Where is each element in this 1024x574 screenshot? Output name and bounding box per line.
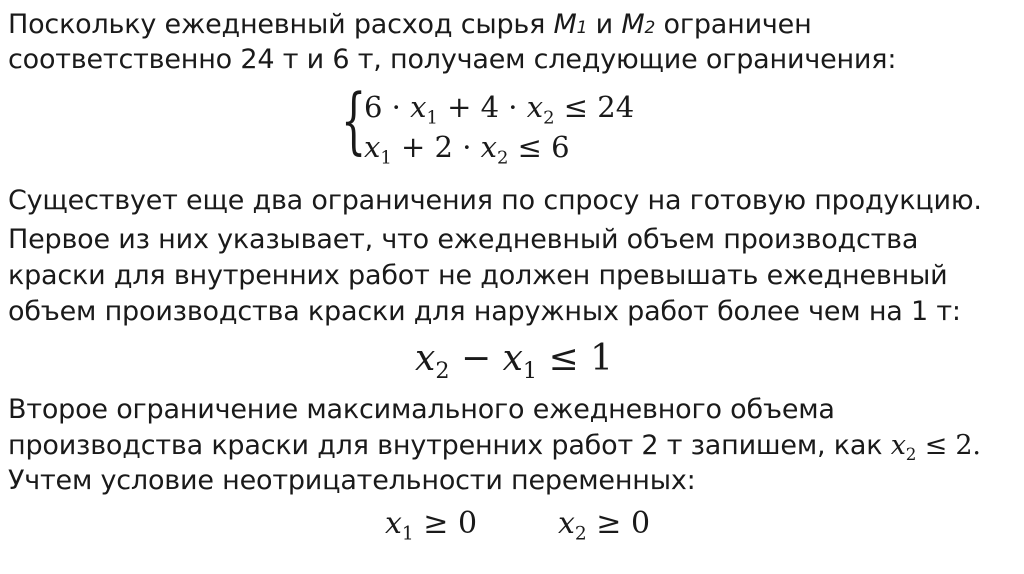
inequality-3: [415, 338, 613, 392]
nonnegativity-x1: [385, 506, 477, 553]
nonnegativity-x2: [558, 506, 650, 553]
math-text: ≤ 2.: [916, 430, 981, 461]
math-text: ≤ 6: [508, 130, 570, 164]
paragraph-2-line-2: Первое из них указывает, что ежедневный объем производства: [8, 224, 919, 255]
math-subscript: 2: [543, 107, 555, 129]
math-text: + 4 ·: [437, 90, 527, 124]
subscript: 1: [576, 18, 588, 38]
subscript: 2: [644, 18, 656, 38]
text-run: ограничен: [655, 9, 812, 40]
text-run: Поскольку ежедневный расход сырья: [8, 9, 554, 40]
math-subscript: 1: [401, 523, 414, 545]
math-text: ≤ 24: [554, 90, 635, 124]
system-brace: {: [341, 78, 367, 162]
math-text: + 2 ·: [391, 130, 481, 164]
math-subscript: 1: [522, 357, 538, 384]
math-variable: x: [890, 430, 906, 461]
math-subscript: 2: [497, 147, 509, 169]
math-variable: x: [410, 90, 427, 124]
paragraph-2-line-3: краски для внутренних работ не должен превышать ежедневный: [8, 260, 948, 291]
variable-m1: М: [553, 9, 577, 40]
math-subscript: 2: [435, 357, 450, 384]
math-text: ≥ 0: [413, 506, 478, 541]
paragraph-3-line-1: Второе ограничение максимального ежедневного объема: [8, 394, 835, 425]
variable-m2: М: [621, 9, 645, 40]
text-run: производства краски для внутренних работ 2 т запишем, как: [8, 430, 891, 461]
math-variable: x: [385, 506, 402, 541]
math-subscript: 1: [380, 147, 392, 169]
math-variable: x: [502, 338, 523, 379]
math-variable: x: [364, 130, 381, 164]
math-subscript: 2: [905, 443, 917, 464]
inequality-1: [364, 90, 634, 135]
paragraph-1-line-1: [8, 8, 812, 45]
math-variable: x: [480, 130, 497, 164]
math-variable: x: [526, 90, 544, 124]
math-text: −: [449, 338, 503, 379]
math-variable: x: [558, 506, 575, 541]
paragraph-1-line-2: соответственно 24 т и 6 т, получаем следующие ограничения:: [8, 44, 897, 75]
inequality-2: [364, 130, 570, 175]
paragraph-3-line-3: Учтем условие неотрицательности переменных:: [8, 465, 696, 496]
math-subscript: 1: [426, 107, 438, 129]
text-run: и: [587, 9, 622, 40]
paragraph-2-line-1: Существует еще два ограничения по спросу на готовую продукцию.: [8, 185, 982, 216]
math-text: ≤ 1: [537, 338, 614, 379]
math-variable: x: [415, 338, 436, 379]
math-text: ≥ 0: [586, 506, 651, 541]
math-text: 6 ·: [364, 90, 411, 124]
math-subscript: 2: [574, 523, 587, 545]
paragraph-2-line-4: объем производства краски для наружных работ более чем на 1 т:: [8, 296, 961, 327]
